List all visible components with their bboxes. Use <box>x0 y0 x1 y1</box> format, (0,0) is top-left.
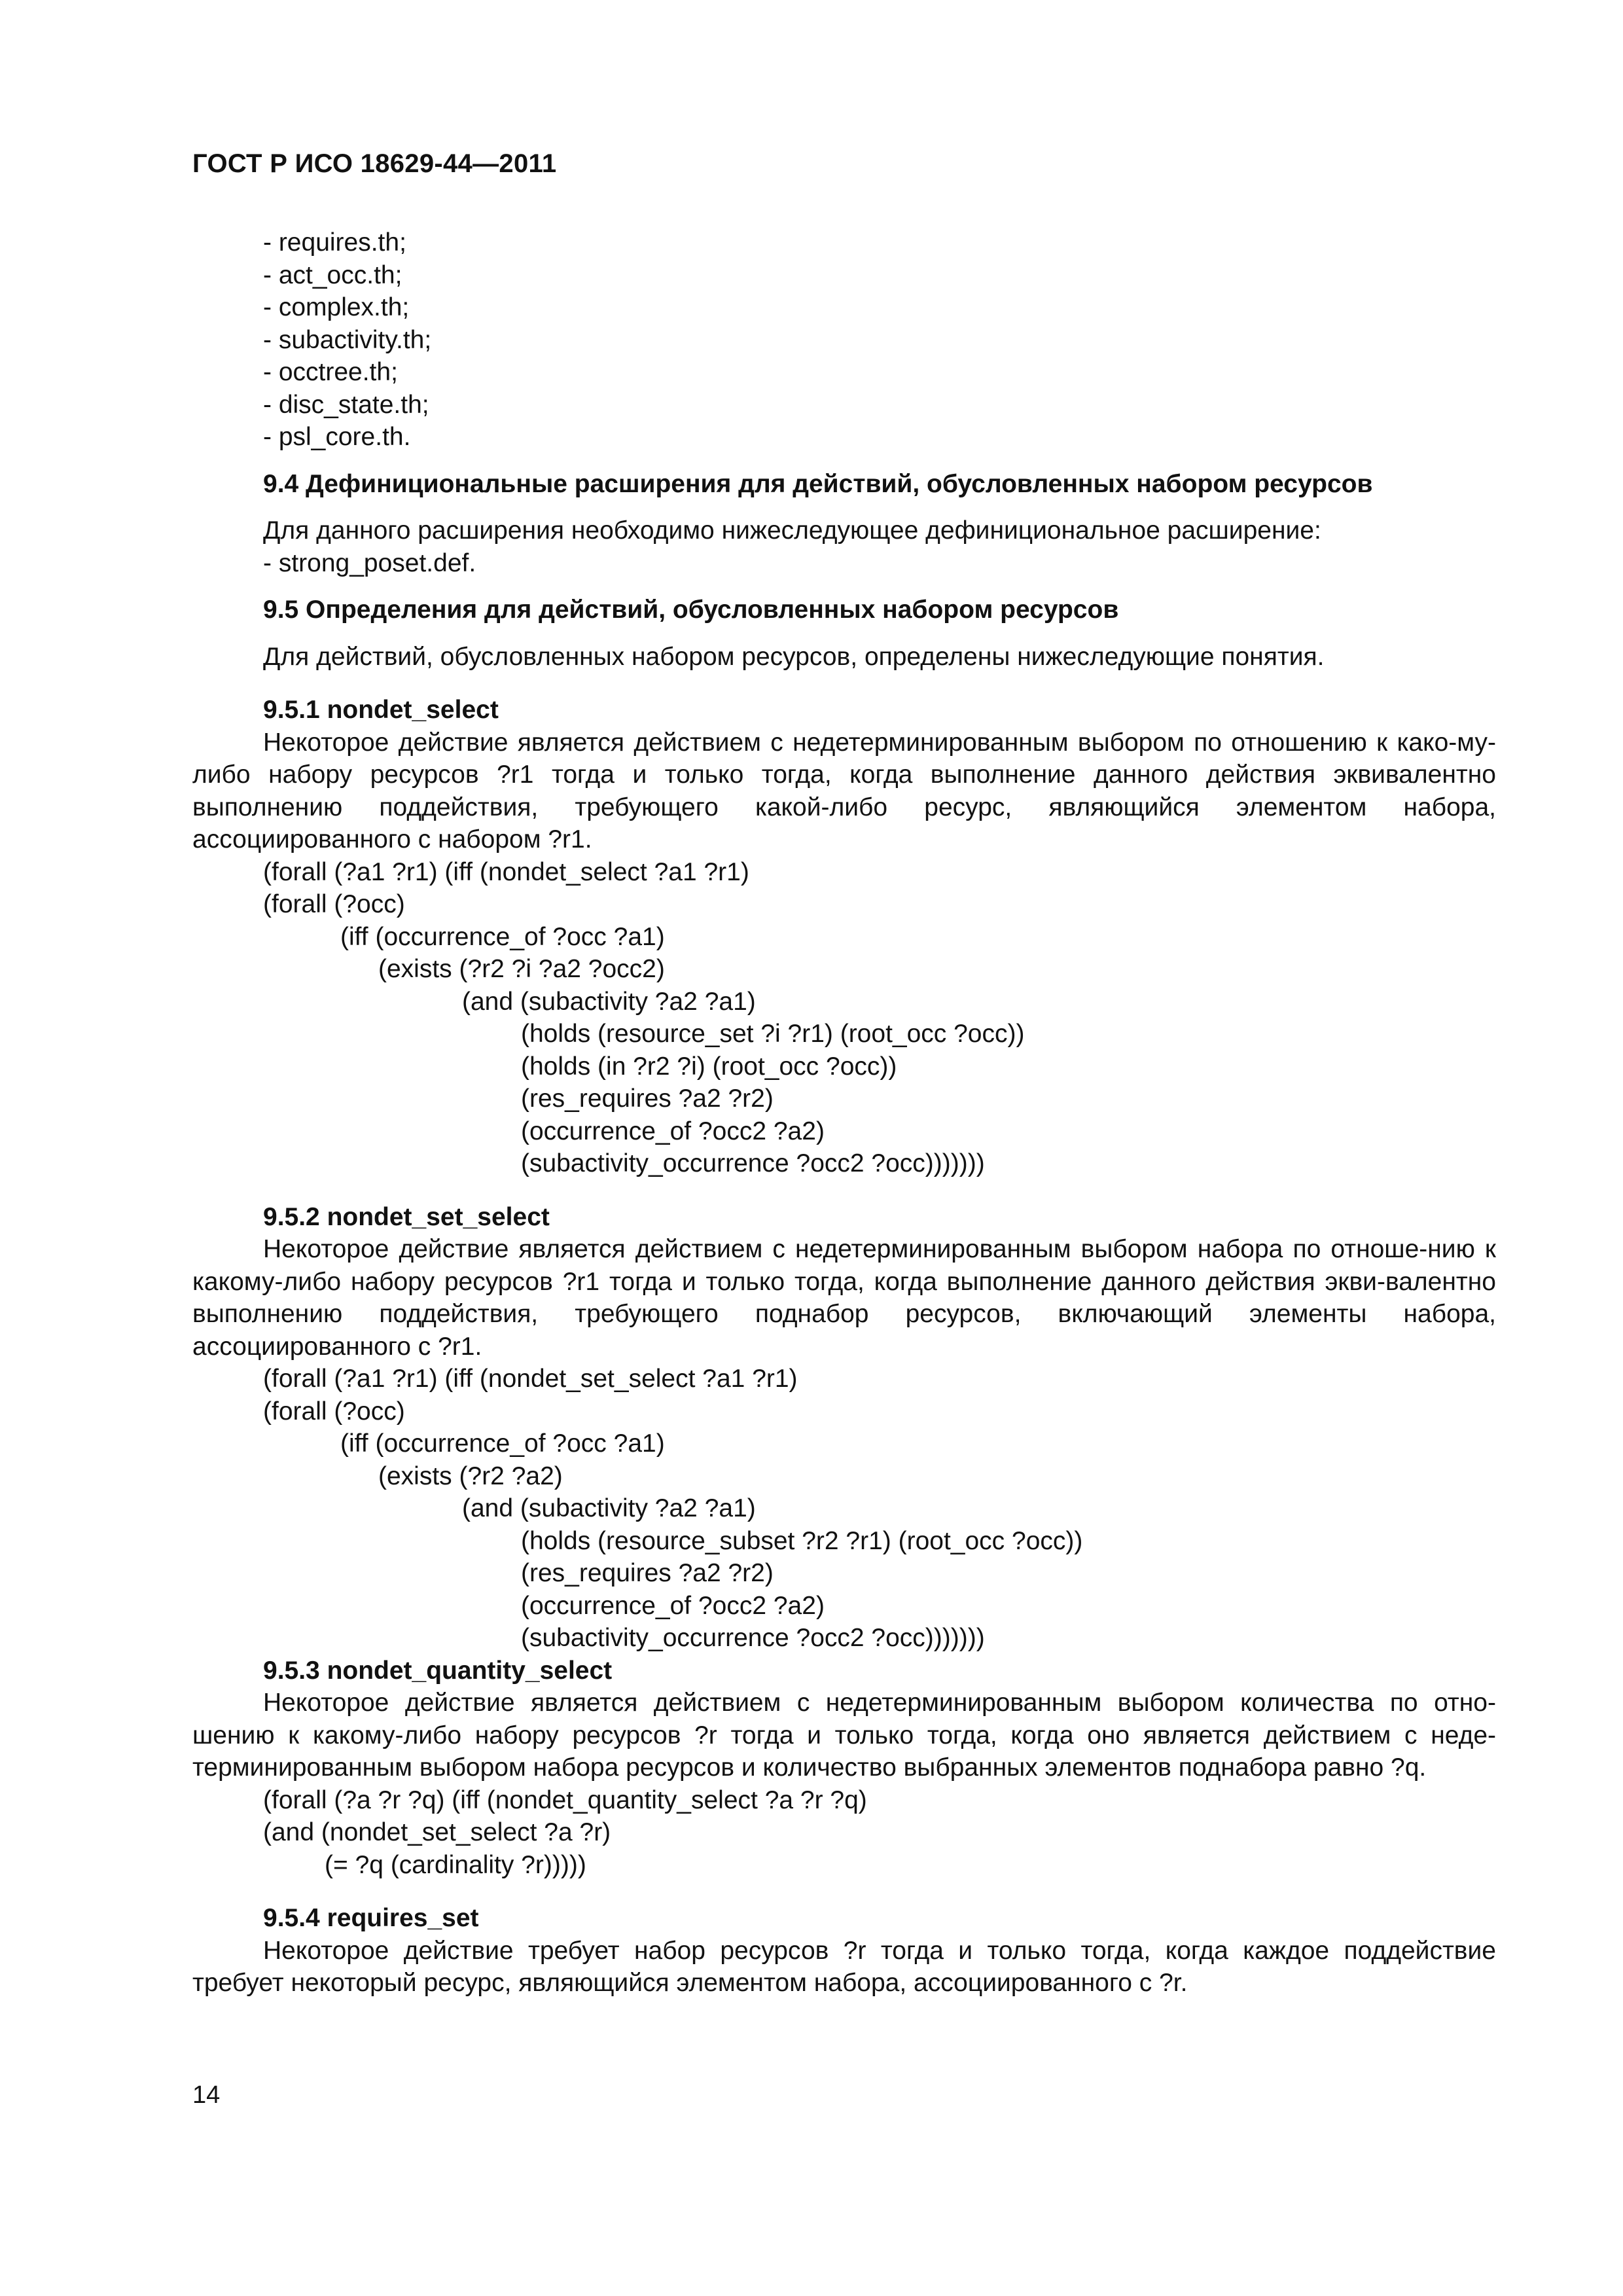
section-9-5-2-code <box>192 1363 1496 1655</box>
section-9-5-4-heading: 9.5.4 requires_set <box>263 1904 479 1932</box>
section-9-4-item: - strong_poset.def. <box>263 548 476 577</box>
code-line: (subactivity_occurrence ?occ2 ?occ))))))) <box>521 1149 985 1177</box>
code-line: (forall (?occ) <box>263 1397 405 1426</box>
document-header: ГОСТ Р ИСО 18629-44—2011 <box>192 149 557 178</box>
section-9-5-2-heading: 9.5.2 nondet_set_select <box>263 1202 550 1231</box>
code-line: (subactivity_occurrence ?occ2 ?occ))))))) <box>521 1624 985 1652</box>
section-9-4-heading: 9.4 Дефинициональные расширения для действий, обусловленных набором ресурсов <box>263 469 1373 498</box>
code-line: (forall (?occ) <box>263 890 405 918</box>
code-line: (occurrence_of ?occ2 ?a2) <box>521 1117 825 1145</box>
section-9-5-1-text: Некоторое действие является действием с недетерминированным выбором по отношению к како-му-либо набору ресурсов ?r1 тогда и только тогда, когда выполнение данного действия эквивалентно выполнению поддействия, требующего какой-либо ресурс, являющийся элементом набора, ассоциированного с набором ?r1. <box>192 728 1496 853</box>
code-line: (iff (occurrence_of ?occ ?a1) <box>340 922 665 951</box>
list-item: - act_occ.th; <box>263 260 402 289</box>
thesaurus-list <box>192 226 1496 454</box>
section-9-5-1-code <box>192 856 1496 1180</box>
code-line: (and (nondet_set_select ?a ?r) <box>263 1818 611 1846</box>
code-line: (holds (in ?r2 ?i) (root_occ ?occ)) <box>521 1052 897 1081</box>
code-line: (iff (occurrence_of ?occ ?a1) <box>340 1429 665 1458</box>
code-line: (holds (resource_subset ?r2 ?r1) (root_occ ?occ)) <box>521 1526 1083 1555</box>
section-9-5-3-heading: 9.5.3 nondet_quantity_select <box>263 1656 613 1685</box>
section-9-5-1-heading: 9.5.1 nondet_select <box>263 696 499 724</box>
section-9-4-text: Для данного расширения необходимо нижеследующее дефинициональное расширение: <box>263 516 1321 545</box>
code-line: (= ?q (cardinality ?r))))) <box>325 1850 586 1879</box>
code-line: (res_requires ?a2 ?r2) <box>521 1085 774 1113</box>
section-9-5-heading: 9.5 Определения для действий, обусловленных набором ресурсов <box>263 596 1119 624</box>
section-9-5-2-text: Некоторое действие является действием с недетерминированным выбором набора по отноше-нию к какому-либо набору ресурсов ?r1 тогда и только тогда, когда выполнение данного действия экви-валентно выполнению поддействия, требующего поднабор ресурсов, включающий элементы набора, ассоциированного с ?r1. <box>192 1235 1496 1361</box>
code-line: (occurrence_of ?occ2 ?a2) <box>521 1591 825 1620</box>
list-item: - occtree.th; <box>263 358 398 386</box>
list-item: - disc_state.th; <box>263 390 429 419</box>
section-9-5-4-text: Некоторое действие требует набор ресурсов ?r тогда и только тогда, когда каждое поддействие требует некоторый ресурс, являющийся элементом набора, ассоциированного с ?r. <box>192 1936 1496 1997</box>
code-line: (and (subactivity ?a2 ?a1) <box>462 1494 756 1522</box>
code-line: (forall (?a ?r ?q) (iff (nondet_quantity_select ?a ?r ?q) <box>263 1785 867 1814</box>
code-line: (res_requires ?a2 ?r2) <box>521 1559 774 1587</box>
code-line: (and (subactivity ?a2 ?a1) <box>462 987 756 1016</box>
section-9-5-3-code <box>192 1784 1496 1882</box>
list-item: - complex.th; <box>263 293 410 321</box>
list-item: - psl_core.th. <box>263 423 411 451</box>
code-line: (holds (resource_set ?i ?r1) (root_occ ?occ)) <box>521 1020 1025 1048</box>
code-line: (forall (?a1 ?r1) (iff (nondet_select ?a1 ?r1) <box>263 857 749 886</box>
page-number: 14 <box>192 2081 221 2109</box>
code-line: (exists (?r2 ?i ?a2 ?occ2) <box>378 955 665 983</box>
section-9-5-3-text: Некоторое действие является действием с недетерминированным выбором количества по отно-шению к какому-либо набору ресурсов ?r тогда и только тогда, когда оно является действием с неде-терминированным выбором набора ресурсов и количество выбранных элементов поднабора равно ?q. <box>192 1689 1496 1782</box>
document-body <box>192 226 1496 2000</box>
list-item: - subactivity.th; <box>263 325 432 354</box>
code-line: (exists (?r2 ?a2) <box>378 1462 563 1490</box>
list-item: - requires.th; <box>263 228 406 257</box>
section-9-5-text: Для действий, обусловленных набором ресурсов, определены нижеследующие понятия. <box>263 642 1325 671</box>
code-line: (forall (?a1 ?r1) (iff (nondet_set_select ?a1 ?r1) <box>263 1365 798 1393</box>
